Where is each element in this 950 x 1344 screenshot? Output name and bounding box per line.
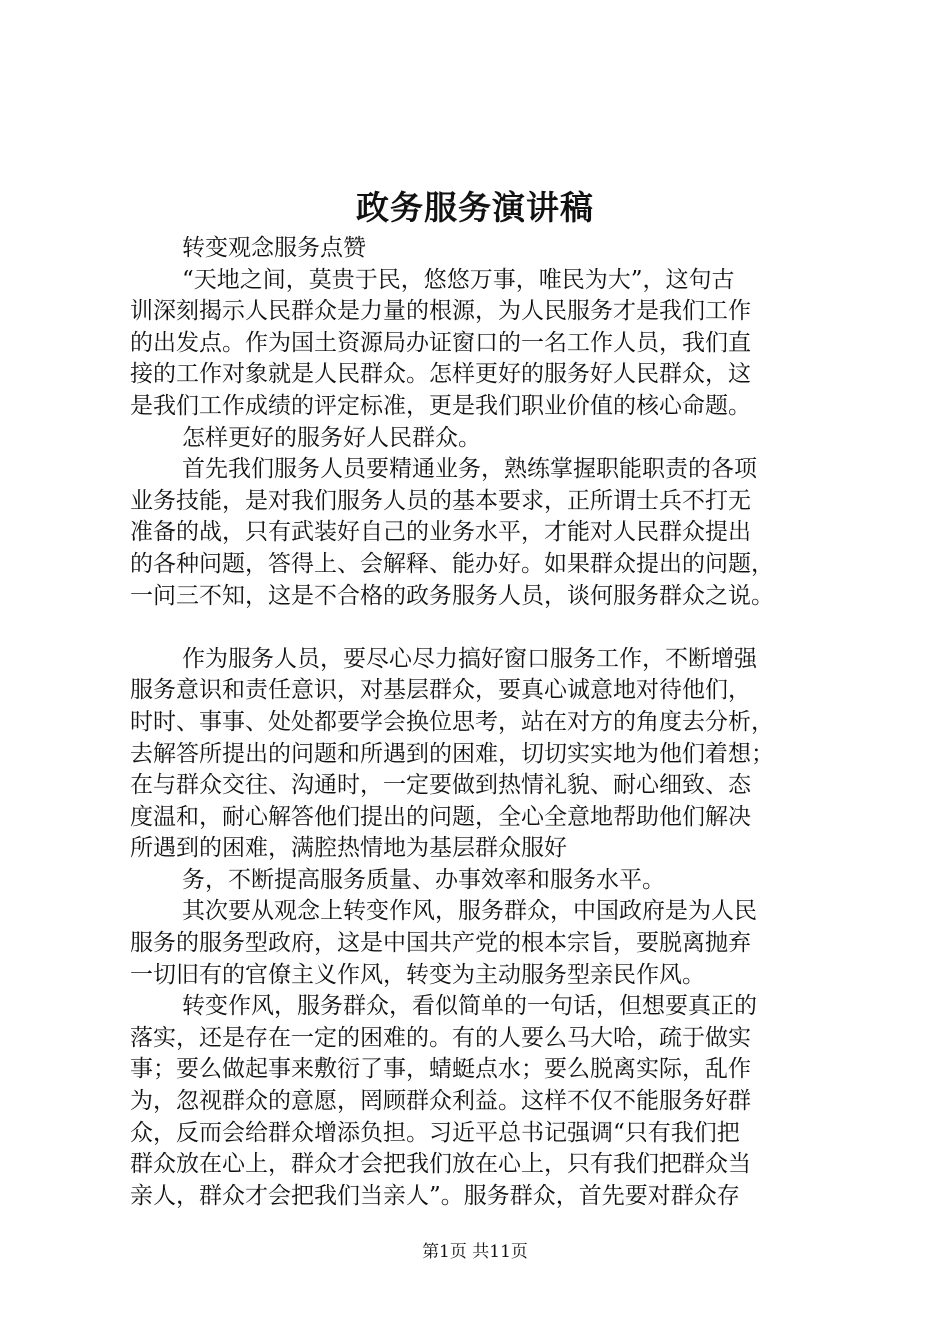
body-line: 服务意识和责任意识，对基层群众，要真心诚意地对待他们， [130,677,751,704]
body-line: 落实，还是存在一定的困难的。有的人要么马大哈，疏于做实 [130,1024,751,1051]
body-line: 转变观念服务点赞 [182,235,366,261]
body-line: 训深刻揭示人民群众是力量的根源，为人民服务才是我们工作 [130,298,751,325]
body-line: 其次要从观念上转变作风，服务群众，中国政府是为人民 [182,898,757,925]
body-line: 首先我们服务人员要精通业务，熟练掌握职能职责的各项 [182,456,757,483]
body-line: 时时、事事、处处都要学会换位思考，站在对方的角度去分析， [130,708,774,735]
body-line: 接的工作对象就是人民群众。怎样更好的服务好人民群众，这 [130,361,751,388]
body-line: 事；要么做起事来敷衍了事，蜻蜓点水；要么脱离实际，乱作 [130,1056,751,1083]
body-line: 众，反而会给群众增添负担。习近平总书记强调“只有我们把 [130,1119,740,1146]
body-line: 在与群众交往、沟通时，一定要做到热情礼貌、耐心细致、态 [130,772,751,799]
body-line: 所遇到的困难，满腔热情地为基层群众服好 [130,835,567,862]
body-line: “天地之间，莫贵于民，悠悠万事，唯民为大”，这句古 [182,266,735,293]
body-line: 的各种问题，答得上、会解释、能办好。如果群众提出的问题， [130,550,774,577]
body-line: 准备的战，只有武装好自己的业务水平，才能对人民群众提出 [130,519,751,546]
body-line: 服务的服务型政府，这是中国共产党的根本宗旨，要脱离抛弃 [130,930,751,957]
body-line: 一切旧有的官僚主义作风，转变为主动服务型亲民作风。 [130,961,705,988]
body-line: 是我们工作成绩的评定标准，更是我们职业价值的核心命题。 [130,392,751,419]
body-line: 转变作风，服务群众，看似简单的一句话，但想要真正的 [182,993,757,1020]
body-line: 去解答所提出的问题和所遇到的困难，切切实实地为他们着想； [130,740,774,767]
document-title: 政务服务演讲稿 [356,188,594,227]
body-line: 作为服务人员，要尽心尽力搞好窗口服务工作，不断增强 [182,645,757,672]
body-line: 度温和，耐心解答他们提出的问题，全心全意地帮助他们解决 [130,803,751,830]
body-line: 一问三不知，这是不合格的政务服务人员，谈何服务群众之说。 [130,582,774,609]
body-line: 怎样更好的服务好人民群众。 [182,424,481,451]
body-line: 业务技能，是对我们服务人员的基本要求，正所谓士兵不打无 [130,487,751,514]
body-line: 群众放在心上，群众才会把我们放在心上，只有我们把群众当 [130,1151,751,1178]
document-body [130,233,850,1212]
page-number-footer: 第1页 共11页 [422,1242,528,1262]
body-line: 亲人，群众才会把我们当亲人”。服务群众，首先要对群众存 [130,1182,740,1209]
paragraph-gap [130,612,850,644]
body-line: 的出发点。作为国土资源局办证窗口的一名工作人员，我们直 [130,329,751,356]
body-line: 为，忽视群众的意愿，罔顾群众利益。这样不仅不能服务好群 [130,1088,751,1115]
body-line: 务，不断提高服务质量、办事效率和服务水平。 [182,866,665,893]
